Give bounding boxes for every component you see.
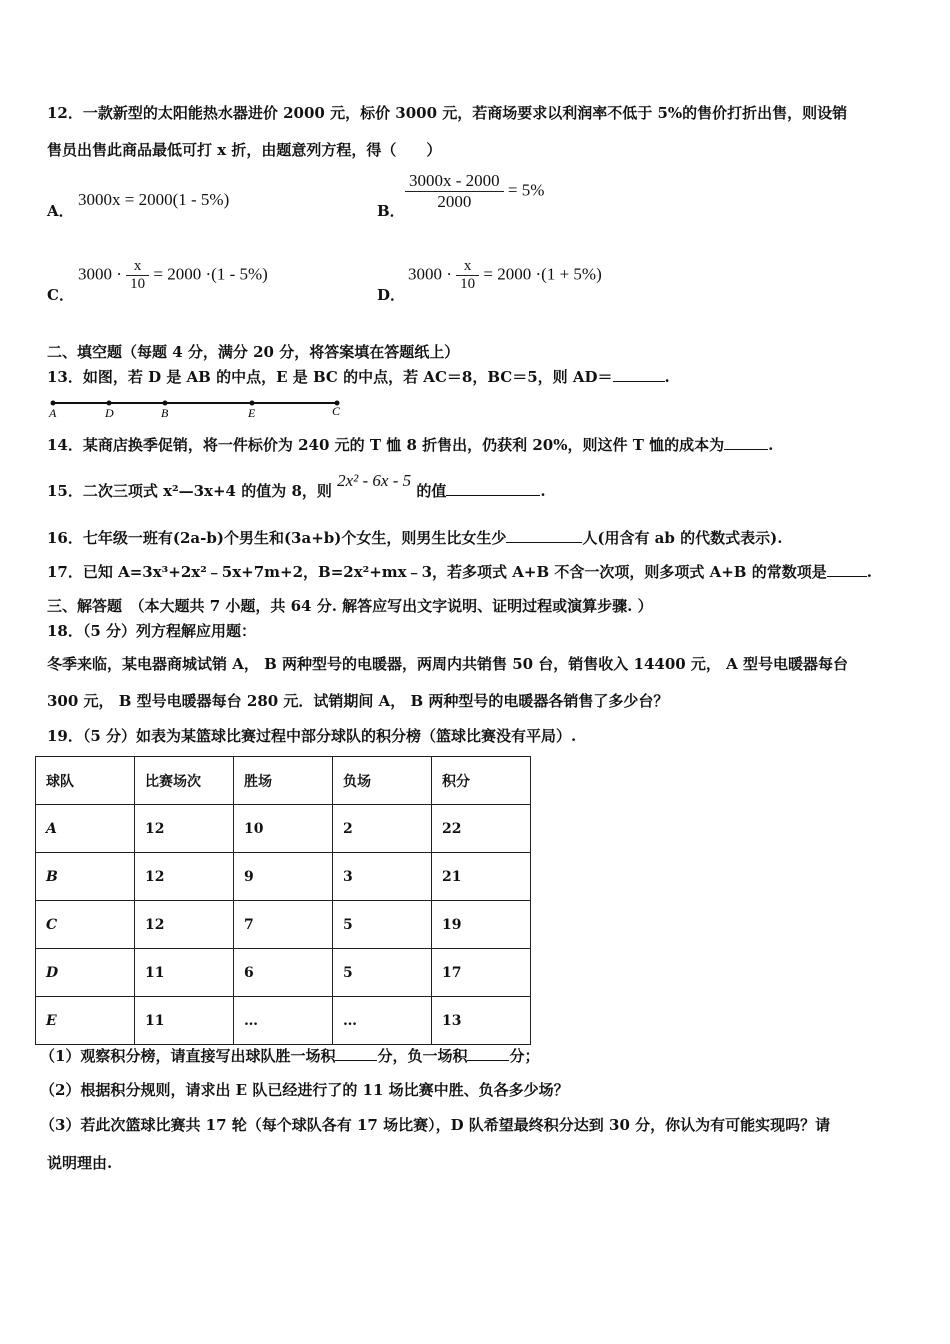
point-b-dot <box>163 401 168 406</box>
q13-text-after: . <box>664 368 670 386</box>
q12-line1: 12．一款新型的太阳能热水器进价 2000 元，标价 3000 元，若商场要求以利润率不低于 5%的售价打折出售，则设销 <box>47 104 848 122</box>
q12-option-c-right: = 2000 ·(1 - 5%) <box>153 264 268 284</box>
q16-text <box>47 528 782 548</box>
q18-title: 18．（5 分）列方程解应用题： <box>47 622 257 640</box>
q12-option-b-denominator: 2000 <box>437 192 472 211</box>
q19-sub1-part-a: （1）观察积分榜，请直接写出球队胜一场积 <box>40 1047 336 1065</box>
cell-team: B <box>36 853 135 901</box>
q17-answer-blank[interactable] <box>827 562 867 577</box>
q12-option-a-label: A． <box>47 202 74 220</box>
q15-text-mid: 的值 <box>416 482 447 500</box>
header-points: 积分 <box>432 757 531 805</box>
q19-sub3-line1: （3）若此次篮球比赛共 17 轮（每个球队各有 17 场比赛），D 队希望最终积分达到 30 分，你认为有可能实现吗？请 <box>40 1116 831 1134</box>
cell-wins: … <box>234 997 333 1045</box>
cell-points: 13 <box>432 997 531 1045</box>
q12-option-c-formula <box>78 258 268 293</box>
cell-team: A <box>36 805 135 853</box>
cell-games: 12 <box>135 805 234 853</box>
cell-points: 17 <box>432 949 531 997</box>
table-row <box>36 901 531 949</box>
point-e-dot <box>250 401 255 406</box>
q17-text-before: 17．已知 A=3x³+2x²﹣5x+7m+2，B=2x²+mx﹣3，若多项式 A+B 不含一次项，则多项式 A+B 的常数项是 <box>47 563 827 581</box>
point-c-label: C <box>332 404 341 418</box>
q12-option-b-rest: = 5% <box>507 180 545 200</box>
point-b-label: B <box>161 406 169 420</box>
q12-option-d-label: D． <box>377 286 406 304</box>
q19-loss-points-blank[interactable] <box>467 1046 509 1061</box>
header-losses: 负场 <box>333 757 432 805</box>
cell-points: 22 <box>432 805 531 853</box>
section3-title: 三、解答题 （本大题共 7 小题，共 64 分. 解答应写出文字说明、证明过程或演算步骤. ） <box>47 597 653 615</box>
cell-points: 19 <box>432 901 531 949</box>
q12-option-b-label: B． <box>377 202 405 220</box>
cell-wins: 6 <box>234 949 333 997</box>
cell-losses: … <box>333 997 432 1045</box>
q19-sub2: （2）根据积分规则，请求出 E 队已经进行了的 11 场比赛中胜、负各多少场？ <box>40 1081 569 1099</box>
q12-option-d-left: 3000 · <box>408 264 452 284</box>
q12-option-d-numerator: x <box>456 258 479 276</box>
q12-option-b-formula <box>405 171 544 212</box>
point-d-dot <box>107 401 112 406</box>
q16-answer-blank[interactable] <box>506 528 582 543</box>
cell-losses: 3 <box>333 853 432 901</box>
q14-text-after: . <box>768 436 774 454</box>
q19-win-points-blank[interactable] <box>335 1046 377 1061</box>
header-wins: 胜场 <box>234 757 333 805</box>
cell-wins: 9 <box>234 853 333 901</box>
q17-text-after: . <box>866 563 872 581</box>
q18-paragraph-2: 300 元， B 型号电暖器每台 280 元．试销期间 A， B 两种型号的电暖器各销售了多少台？ <box>47 692 669 710</box>
q12-option-b-numerator: 3000x - 2000 <box>405 171 504 192</box>
score-table <box>35 756 531 1045</box>
q12-option-c-label: C． <box>47 286 74 304</box>
q13-segment-figure <box>47 398 347 420</box>
q12-option-c-numerator: x <box>126 258 149 276</box>
header-team: 球队 <box>36 757 135 805</box>
table-row <box>36 949 531 997</box>
q12-option-c-denominator: 10 <box>130 276 146 292</box>
q19-sub1 <box>40 1046 539 1066</box>
q17-text <box>47 562 872 582</box>
score-table-header-row <box>36 757 531 805</box>
q19-title: 19．（5 分）如表为某篮球比赛过程中部分球队的积分榜（篮球比赛没有平局）. <box>47 727 577 745</box>
table-row <box>36 805 531 853</box>
cell-wins: 10 <box>234 805 333 853</box>
q12-option-d-right: = 2000 ·(1 + 5%) <box>483 264 602 284</box>
cell-wins: 7 <box>234 901 333 949</box>
q15-answer-blank[interactable] <box>446 481 540 496</box>
cell-team: C <box>36 901 135 949</box>
q15-text-before: 15．二次三项式 x²—3x+4 的值为 8，则 <box>47 482 332 500</box>
cell-team: D <box>36 949 135 997</box>
q19-sub1-part-c: 分； <box>509 1047 540 1065</box>
q15-text <box>47 471 546 501</box>
q13-answer-blank[interactable] <box>613 367 665 382</box>
q13-text-before: 13．如图，若 D 是 AB 的中点，E 是 BC 的中点，若 AC＝8，BC＝5，则 AD＝ <box>47 368 613 386</box>
point-a-dot <box>51 401 56 406</box>
q12-option-a-formula: 3000x = 2000(1 - 5%) <box>78 190 230 209</box>
point-e-label: E <box>248 406 256 420</box>
q18-paragraph-1: 冬季来临，某电器商城试销 A， B 两种型号的电暖器，两周内共销售 50 台，销售收入 14400 元， A 型号电暖器每台 <box>47 655 849 673</box>
q12-option-d-denominator: 10 <box>460 276 476 292</box>
table-row <box>36 853 531 901</box>
cell-games: 11 <box>135 997 234 1045</box>
q16-text-after: 人(用含有 ab 的代数式表示). <box>582 529 783 547</box>
point-a-label: A <box>49 406 57 420</box>
header-games: 比赛场次 <box>135 757 234 805</box>
q14-text <box>47 435 773 455</box>
cell-games: 12 <box>135 901 234 949</box>
q12-line2: 售员出售此商品最低可打 x 折，由题意列方程，得（ ） <box>47 141 442 159</box>
table-row <box>36 997 531 1045</box>
q16-text-before: 16．七年级一班有(2a-b)个男生和(3a+b)个女生，则男生比女生少 <box>47 529 507 547</box>
cell-losses: 5 <box>333 901 432 949</box>
q14-answer-blank[interactable] <box>724 435 768 450</box>
cell-team: E <box>36 997 135 1045</box>
q19-sub1-part-b: 分，负一场积 <box>377 1047 468 1065</box>
q19-sub3-line2: 说明理由. <box>47 1154 113 1172</box>
cell-games: 11 <box>135 949 234 997</box>
q15-text-after: . <box>540 482 546 500</box>
q13-text <box>47 367 670 387</box>
q15-expression: 2x² - 6x - 5 <box>337 471 412 490</box>
q12-option-c-left: 3000 · <box>78 264 122 284</box>
cell-games: 12 <box>135 853 234 901</box>
q14-text-before: 14．某商店换季促销，将一件标价为 240 元的 T 恤 8 折售出，仍获利 20%，则这件 T 恤的成本为 <box>47 436 725 454</box>
cell-losses: 2 <box>333 805 432 853</box>
cell-points: 21 <box>432 853 531 901</box>
cell-losses: 5 <box>333 949 432 997</box>
q12-option-d-formula <box>408 258 602 293</box>
point-d-label: D <box>105 406 114 420</box>
section2-title: 二、填空题（每题 4 分，满分 20 分，将答案填在答题纸上） <box>47 343 460 361</box>
